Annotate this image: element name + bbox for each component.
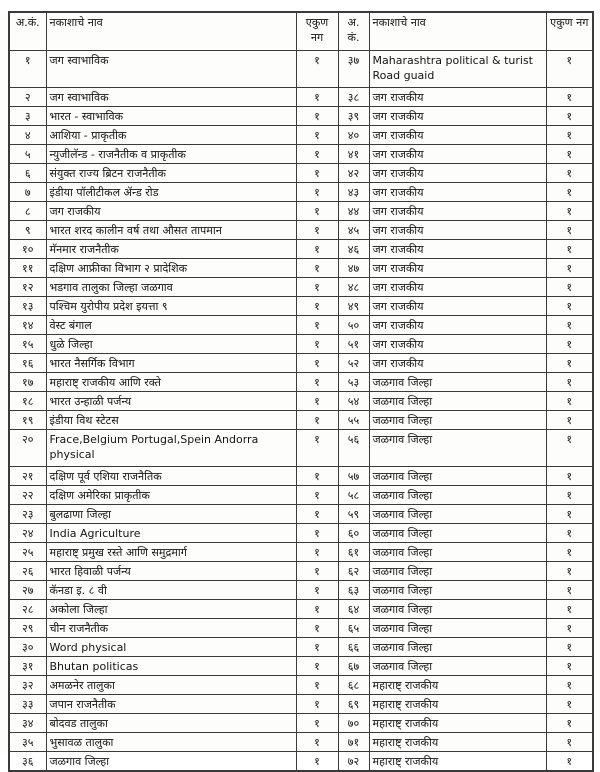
table-row bbox=[9, 542, 593, 561]
cell-total-count-left: १ bbox=[296, 372, 338, 391]
table-row bbox=[9, 751, 593, 771]
cell-serial-left: १२ bbox=[9, 277, 46, 296]
cell-total-count-left: १ bbox=[296, 391, 338, 410]
cell-map-name-right: जळगाव जिल्हा bbox=[369, 542, 546, 561]
cell-serial-right: ५२ bbox=[338, 353, 369, 372]
cell-serial-left: ३० bbox=[9, 637, 46, 656]
table-row bbox=[9, 372, 593, 391]
cell-map-name-left: अमळनेर तालुका bbox=[46, 675, 296, 694]
cell-map-name-left: भडगाव तालुका जिल्हा जळगाव bbox=[46, 277, 296, 296]
cell-map-name-right: जळगाव जिल्हा bbox=[369, 485, 546, 504]
table-row bbox=[9, 599, 593, 618]
cell-map-name-left: Word physical bbox=[46, 637, 296, 656]
table-row bbox=[9, 561, 593, 580]
cell-map-name-right: जळगाव जिल्हा bbox=[369, 599, 546, 618]
cell-map-name-left: इंडीया पॉलीटीकल ॲन्ड रोड bbox=[46, 182, 296, 201]
cell-serial-left: १ bbox=[9, 50, 46, 87]
cell-serial-right: ५४ bbox=[338, 391, 369, 410]
header-total-count-right: एकुण नग bbox=[546, 12, 593, 50]
cell-map-name-left: भारत - स्वाभाविक bbox=[46, 106, 296, 125]
table-row bbox=[9, 87, 593, 106]
cell-map-name-left: महाराष्ट् राजकीय आणि रक्ते bbox=[46, 372, 296, 391]
cell-total-count-right: १ bbox=[546, 466, 593, 485]
cell-serial-right: ४० bbox=[338, 125, 369, 144]
cell-serial-left: ११ bbox=[9, 258, 46, 277]
table-row bbox=[9, 410, 593, 429]
cell-serial-left: १९ bbox=[9, 410, 46, 429]
cell-serial-right: ५७ bbox=[338, 466, 369, 485]
header-map-name-left: नकाशाचे नाव bbox=[46, 12, 296, 50]
cell-serial-right: ५१ bbox=[338, 334, 369, 353]
cell-total-count-left: १ bbox=[296, 542, 338, 561]
cell-serial-right: ३७ bbox=[338, 50, 369, 87]
cell-total-count-right: १ bbox=[546, 485, 593, 504]
cell-serial-left: २४ bbox=[9, 523, 46, 542]
cell-map-name-right: महाराष्ट् राजकीय bbox=[369, 751, 546, 771]
cell-total-count-left: १ bbox=[296, 50, 338, 87]
cell-map-name-right: जग राजकीय bbox=[369, 163, 546, 182]
cell-map-name-left: भारत उन्हाळी पर्जन्य bbox=[46, 391, 296, 410]
table-row bbox=[9, 277, 593, 296]
cell-serial-left: १३ bbox=[9, 296, 46, 315]
cell-serial-right: ७१ bbox=[338, 732, 369, 751]
cell-total-count-left: १ bbox=[296, 87, 338, 106]
cell-serial-left: ७ bbox=[9, 182, 46, 201]
cell-serial-right: ५६ bbox=[338, 429, 369, 466]
cell-serial-left: १७ bbox=[9, 372, 46, 391]
table-row bbox=[9, 429, 593, 466]
cell-map-name-left: संयुक्त राज्य ब्रिटन राजनैतीक bbox=[46, 163, 296, 182]
cell-total-count-left: १ bbox=[296, 694, 338, 713]
cell-serial-left: ९ bbox=[9, 220, 46, 239]
cell-map-name-right: जग राजकीय bbox=[369, 315, 546, 334]
cell-serial-left: २५ bbox=[9, 542, 46, 561]
cell-serial-left: १४ bbox=[9, 315, 46, 334]
table-header bbox=[9, 12, 593, 50]
cell-total-count-left: १ bbox=[296, 334, 338, 353]
cell-map-name-left: धुळे जिल्हा bbox=[46, 334, 296, 353]
cell-serial-left: ३१ bbox=[9, 656, 46, 675]
table-row bbox=[9, 732, 593, 751]
cell-total-count-right: १ bbox=[546, 410, 593, 429]
cell-total-count-left: १ bbox=[296, 296, 338, 315]
cell-total-count-left: १ bbox=[296, 429, 338, 466]
cell-serial-right: ४७ bbox=[338, 258, 369, 277]
cell-map-name-right: महाराष्ट् राजकीय bbox=[369, 732, 546, 751]
cell-map-name-right: जळगाव जिल्हा bbox=[369, 580, 546, 599]
cell-serial-right: ४६ bbox=[338, 239, 369, 258]
table-row bbox=[9, 334, 593, 353]
cell-serial-left: ८ bbox=[9, 201, 46, 220]
cell-serial-right: ४४ bbox=[338, 201, 369, 220]
cell-serial-right: ५३ bbox=[338, 372, 369, 391]
cell-total-count-right: १ bbox=[546, 523, 593, 542]
cell-serial-left: २१ bbox=[9, 466, 46, 485]
cell-map-name-left: जग स्वाभाविक bbox=[46, 87, 296, 106]
cell-serial-right: ७० bbox=[338, 713, 369, 732]
cell-serial-right: ५९ bbox=[338, 504, 369, 523]
cell-total-count-right: १ bbox=[546, 315, 593, 334]
cell-serial-left: १८ bbox=[9, 391, 46, 410]
cell-total-count-left: १ bbox=[296, 751, 338, 771]
cell-map-name-right: जळगाव जिल्हा bbox=[369, 372, 546, 391]
cell-map-name-right: जळगाव जिल्हा bbox=[369, 637, 546, 656]
cell-serial-left: २८ bbox=[9, 599, 46, 618]
table-row bbox=[9, 694, 593, 713]
cell-serial-right: ६२ bbox=[338, 561, 369, 580]
cell-map-name-right: जग राजकीय bbox=[369, 220, 546, 239]
table-row bbox=[9, 485, 593, 504]
cell-total-count-right: १ bbox=[546, 296, 593, 315]
cell-total-count-right: १ bbox=[546, 580, 593, 599]
cell-total-count-left: १ bbox=[296, 466, 338, 485]
cell-total-count-right: १ bbox=[546, 50, 593, 87]
cell-total-count-left: १ bbox=[296, 485, 338, 504]
cell-serial-right: ६८ bbox=[338, 675, 369, 694]
cell-map-name-left: भुसावळ तालुका bbox=[46, 732, 296, 751]
cell-total-count-left: १ bbox=[296, 144, 338, 163]
cell-map-name-right: जग राजकीय bbox=[369, 144, 546, 163]
cell-map-name-left: जग स्वाभाविक bbox=[46, 50, 296, 87]
cell-map-name-right: जग राजकीय bbox=[369, 106, 546, 125]
cell-map-name-right: जग राजकीय bbox=[369, 334, 546, 353]
cell-map-name-left: Bhutan politicas bbox=[46, 656, 296, 675]
header-total-count-left: एकुण नग bbox=[296, 12, 338, 50]
table-row bbox=[9, 258, 593, 277]
cell-serial-left: २९ bbox=[9, 618, 46, 637]
table-row bbox=[9, 618, 593, 637]
cell-total-count-left: १ bbox=[296, 618, 338, 637]
cell-map-name-left: कॅनडा इ. ८ वी bbox=[46, 580, 296, 599]
cell-total-count-left: १ bbox=[296, 163, 338, 182]
cell-serial-right: ६४ bbox=[338, 599, 369, 618]
cell-map-name-right: जळगाव जिल्हा bbox=[369, 429, 546, 466]
cell-serial-left: ६ bbox=[9, 163, 46, 182]
cell-map-name-left: जळगाव जिल्हा bbox=[46, 751, 296, 771]
cell-map-name-left: बुलढाणा जिल्हा bbox=[46, 504, 296, 523]
cell-map-name-right: जळगाव जिल्हा bbox=[369, 466, 546, 485]
cell-serial-left: ५ bbox=[9, 144, 46, 163]
cell-total-count-left: १ bbox=[296, 220, 338, 239]
cell-total-count-left: १ bbox=[296, 277, 338, 296]
cell-map-name-right: जग राजकीय bbox=[369, 125, 546, 144]
cell-serial-left: २७ bbox=[9, 580, 46, 599]
cell-serial-right: ६५ bbox=[338, 618, 369, 637]
table-row bbox=[9, 656, 593, 675]
table-row bbox=[9, 523, 593, 542]
cell-total-count-right: १ bbox=[546, 277, 593, 296]
table-body bbox=[9, 50, 593, 771]
cell-total-count-left: १ bbox=[296, 182, 338, 201]
cell-total-count-right: १ bbox=[546, 182, 593, 201]
cell-map-name-left: India Agriculture bbox=[46, 523, 296, 542]
cell-serial-left: ४ bbox=[9, 125, 46, 144]
cell-total-count-right: १ bbox=[546, 504, 593, 523]
cell-total-count-left: १ bbox=[296, 106, 338, 125]
cell-map-name-left: मॅनमार राजनैतीक bbox=[46, 239, 296, 258]
table-row bbox=[9, 504, 593, 523]
cell-serial-left: ३५ bbox=[9, 732, 46, 751]
header-map-name-right: नकाशाचे नाव bbox=[369, 12, 546, 50]
cell-serial-left: १० bbox=[9, 239, 46, 258]
cell-total-count-right: १ bbox=[546, 372, 593, 391]
cell-map-name-left: इंडीया विथ स्टेटस bbox=[46, 410, 296, 429]
cell-map-name-right: महाराष्ट् राजकीय bbox=[369, 713, 546, 732]
cell-serial-right: ६७ bbox=[338, 656, 369, 675]
cell-map-name-right: जग राजकीय bbox=[369, 87, 546, 106]
cell-total-count-left: १ bbox=[296, 561, 338, 580]
table-row bbox=[9, 163, 593, 182]
cell-map-name-left: बोदवड तालुका bbox=[46, 713, 296, 732]
cell-total-count-right: १ bbox=[546, 542, 593, 561]
cell-total-count-left: १ bbox=[296, 239, 338, 258]
cell-total-count-left: १ bbox=[296, 125, 338, 144]
cell-total-count-right: १ bbox=[546, 106, 593, 125]
cell-map-name-left: दक्षिण पूर्व एशिया राजनैतिक bbox=[46, 466, 296, 485]
table-row bbox=[9, 106, 593, 125]
cell-serial-right: ४२ bbox=[338, 163, 369, 182]
cell-serial-left: ३३ bbox=[9, 694, 46, 713]
maps-inventory-table bbox=[8, 11, 594, 772]
table-row bbox=[9, 239, 593, 258]
table-row bbox=[9, 353, 593, 372]
table-row bbox=[9, 144, 593, 163]
cell-serial-left: २ bbox=[9, 87, 46, 106]
cell-serial-right: ७२ bbox=[338, 751, 369, 771]
cell-serial-right: ६६ bbox=[338, 637, 369, 656]
cell-map-name-right: जग राजकीय bbox=[369, 258, 546, 277]
cell-serial-left: २३ bbox=[9, 504, 46, 523]
cell-total-count-left: १ bbox=[296, 353, 338, 372]
cell-map-name-right: महाराष्ट् राजकीय bbox=[369, 694, 546, 713]
table-row bbox=[9, 315, 593, 334]
cell-serial-right: ३९ bbox=[338, 106, 369, 125]
cell-serial-right: ४५ bbox=[338, 220, 369, 239]
cell-serial-left: १६ bbox=[9, 353, 46, 372]
cell-total-count-right: १ bbox=[546, 163, 593, 182]
cell-map-name-left: जपान राजनैतीक bbox=[46, 694, 296, 713]
cell-serial-right: ६९ bbox=[338, 694, 369, 713]
cell-map-name-right: जग राजकीय bbox=[369, 296, 546, 315]
cell-map-name-left: Frace,Belgium Portugal,Spein Andorra physical bbox=[46, 429, 296, 466]
cell-map-name-left: भारत नैसर्गिक विभाग bbox=[46, 353, 296, 372]
cell-map-name-left: जग राजकीय bbox=[46, 201, 296, 220]
cell-total-count-right: १ bbox=[546, 599, 593, 618]
cell-map-name-right: महाराष्ट् राजकीय bbox=[369, 675, 546, 694]
cell-total-count-right: १ bbox=[546, 201, 593, 220]
cell-map-name-right: जग राजकीय bbox=[369, 353, 546, 372]
cell-map-name-right: जळगाव जिल्हा bbox=[369, 561, 546, 580]
cell-total-count-right: १ bbox=[546, 732, 593, 751]
cell-total-count-right: १ bbox=[546, 429, 593, 466]
table-row bbox=[9, 125, 593, 144]
cell-total-count-right: १ bbox=[546, 87, 593, 106]
table-row bbox=[9, 220, 593, 239]
cell-serial-right: ४९ bbox=[338, 296, 369, 315]
table-row bbox=[9, 182, 593, 201]
cell-map-name-right: Maharashtra political & turist Road guaid bbox=[369, 50, 546, 87]
cell-serial-right: ६१ bbox=[338, 542, 369, 561]
cell-serial-left: ३६ bbox=[9, 751, 46, 771]
cell-serial-right: ५५ bbox=[338, 410, 369, 429]
cell-serial-right: ५० bbox=[338, 315, 369, 334]
cell-map-name-right: जग राजकीय bbox=[369, 277, 546, 296]
cell-map-name-left: आशिया - प्राकृतीक bbox=[46, 125, 296, 144]
cell-map-name-left: वेस्ट बंगाल bbox=[46, 315, 296, 334]
cell-map-name-right: जळगाव जिल्हा bbox=[369, 523, 546, 542]
cell-total-count-left: १ bbox=[296, 258, 338, 277]
cell-serial-right: ६३ bbox=[338, 580, 369, 599]
cell-total-count-left: १ bbox=[296, 410, 338, 429]
cell-total-count-right: १ bbox=[546, 713, 593, 732]
cell-map-name-left: भारत हिवाळी पर्जन्य bbox=[46, 561, 296, 580]
cell-total-count-left: १ bbox=[296, 656, 338, 675]
cell-total-count-right: १ bbox=[546, 656, 593, 675]
table-row bbox=[9, 296, 593, 315]
scanned-document-page bbox=[0, 11, 600, 768]
cell-map-name-right: जळगाव जिल्हा bbox=[369, 656, 546, 675]
cell-serial-left: २० bbox=[9, 429, 46, 466]
table-row bbox=[9, 391, 593, 410]
table-row bbox=[9, 637, 593, 656]
cell-map-name-left: चीन राजनैतीक bbox=[46, 618, 296, 637]
cell-total-count-left: १ bbox=[296, 637, 338, 656]
cell-serial-left: ३४ bbox=[9, 713, 46, 732]
cell-total-count-left: १ bbox=[296, 201, 338, 220]
cell-serial-right: ४१ bbox=[338, 144, 369, 163]
cell-map-name-right: जग राजकीय bbox=[369, 182, 546, 201]
cell-serial-right: ३८ bbox=[338, 87, 369, 106]
cell-map-name-left: न्युजीलॅन्ड - राजनैतीक व प्राकृतीक bbox=[46, 144, 296, 163]
header-row bbox=[9, 12, 593, 50]
cell-serial-right: ४८ bbox=[338, 277, 369, 296]
cell-total-count-left: १ bbox=[296, 315, 338, 334]
table-row bbox=[9, 713, 593, 732]
cell-map-name-left: भारत शरद कालीन वर्ष तथा औसत तापमान bbox=[46, 220, 296, 239]
cell-serial-right: ५८ bbox=[338, 485, 369, 504]
cell-total-count-right: १ bbox=[546, 618, 593, 637]
table-row bbox=[9, 580, 593, 599]
cell-map-name-right: जळगाव जिल्हा bbox=[369, 391, 546, 410]
cell-total-count-left: १ bbox=[296, 713, 338, 732]
cell-total-count-left: १ bbox=[296, 580, 338, 599]
cell-total-count-right: १ bbox=[546, 561, 593, 580]
header-serial-right: अ. कं. bbox=[338, 12, 369, 50]
table-row bbox=[9, 466, 593, 485]
cell-total-count-right: १ bbox=[546, 144, 593, 163]
cell-total-count-right: १ bbox=[546, 751, 593, 771]
cell-map-name-right: जग राजकीय bbox=[369, 201, 546, 220]
cell-map-name-right: जळगाव जिल्हा bbox=[369, 504, 546, 523]
cell-serial-right: ६० bbox=[338, 523, 369, 542]
cell-map-name-left: पश्चिम युरोपीय प्रदेश इयत्ता ९ bbox=[46, 296, 296, 315]
cell-total-count-right: १ bbox=[546, 353, 593, 372]
table-row bbox=[9, 50, 593, 87]
table-row bbox=[9, 201, 593, 220]
cell-map-name-left: दक्षिण आफ्रीका विभाग २ प्रादेशिक bbox=[46, 258, 296, 277]
cell-serial-left: २६ bbox=[9, 561, 46, 580]
cell-total-count-left: १ bbox=[296, 523, 338, 542]
cell-serial-left: ३ bbox=[9, 106, 46, 125]
cell-total-count-right: १ bbox=[546, 334, 593, 353]
cell-serial-left: १५ bbox=[9, 334, 46, 353]
cell-total-count-right: १ bbox=[546, 391, 593, 410]
cell-total-count-right: १ bbox=[546, 675, 593, 694]
cell-map-name-right: जळगाव जिल्हा bbox=[369, 410, 546, 429]
cell-map-name-left: दक्षिण अमेरिका प्राकृतीक bbox=[46, 485, 296, 504]
cell-total-count-left: १ bbox=[296, 504, 338, 523]
cell-serial-right: ४३ bbox=[338, 182, 369, 201]
cell-total-count-right: १ bbox=[546, 258, 593, 277]
header-serial-left: अ.कं. bbox=[9, 12, 46, 50]
cell-serial-left: ३२ bbox=[9, 675, 46, 694]
cell-map-name-right: जळगाव जिल्हा bbox=[369, 618, 546, 637]
cell-total-count-right: १ bbox=[546, 220, 593, 239]
cell-total-count-right: १ bbox=[546, 125, 593, 144]
cell-map-name-left: महाराष्ट् प्रमुख रस्ते आणि समुद्रमार्ग bbox=[46, 542, 296, 561]
cell-total-count-left: १ bbox=[296, 732, 338, 751]
cell-total-count-right: १ bbox=[546, 239, 593, 258]
cell-map-name-right: जग राजकीय bbox=[369, 239, 546, 258]
cell-total-count-left: १ bbox=[296, 675, 338, 694]
table-row bbox=[9, 675, 593, 694]
cell-total-count-left: १ bbox=[296, 599, 338, 618]
cell-map-name-left: अकोला जिल्हा bbox=[46, 599, 296, 618]
cell-total-count-right: १ bbox=[546, 694, 593, 713]
cell-total-count-right: १ bbox=[546, 637, 593, 656]
cell-serial-left: २२ bbox=[9, 485, 46, 504]
